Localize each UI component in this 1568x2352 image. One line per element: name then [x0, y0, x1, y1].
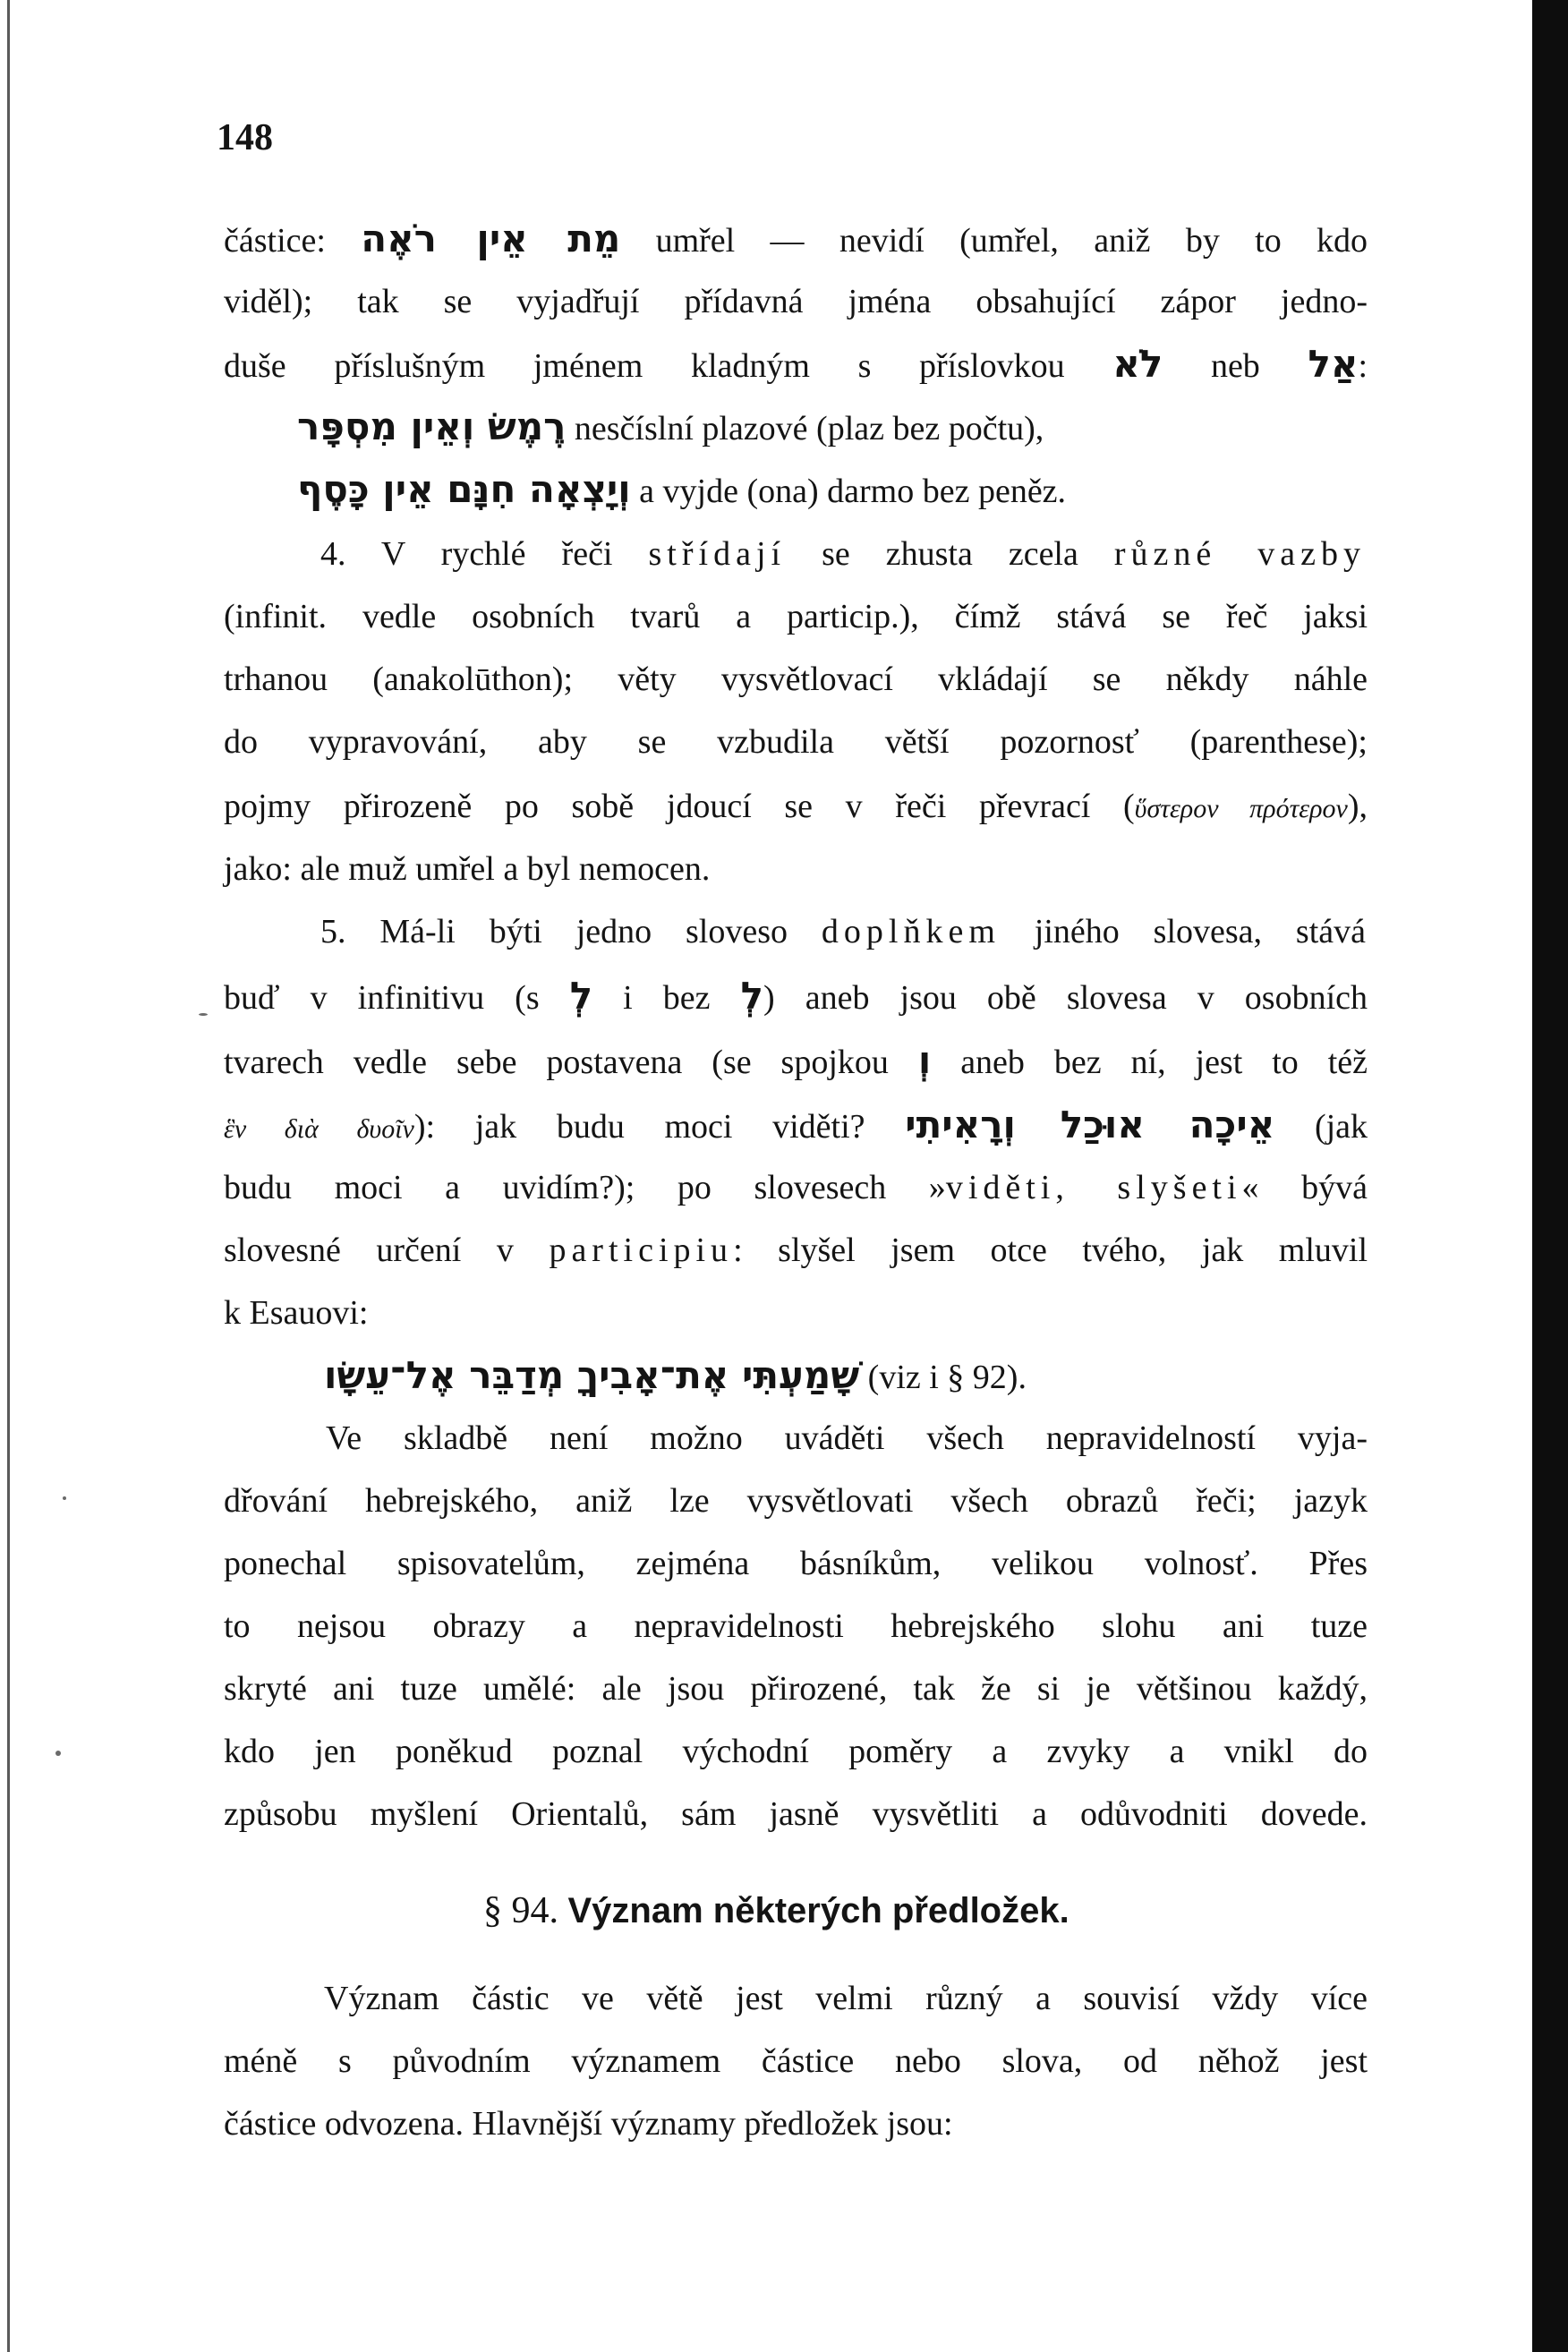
hebrew-text: וְיָצְאָה חִנָּם אֵין כָּסֶף — [297, 467, 631, 511]
scan-speck — [63, 1496, 66, 1500]
section-number: § 94. — [483, 1890, 558, 1931]
scan-speck — [199, 1013, 208, 1016]
page-number: 148 — [217, 117, 273, 158]
text-fragment: 5. Má-li býti jedno sloveso — [320, 913, 788, 950]
text-fragment: slovesné určení v — [224, 1231, 514, 1269]
text-fragment: částice: — [224, 222, 326, 260]
hebrew-text: לֹא — [1112, 342, 1163, 386]
text-line — [224, 1035, 1368, 1088]
scan-border-right — [1532, 0, 1568, 2352]
spaced-text: doplňkem — [821, 913, 1001, 950]
text-line: Význam částic ve větě jest velmi různý a souvisí vždy více — [324, 1980, 1368, 2017]
text-fragment: ), — [1347, 788, 1368, 825]
spaced-text: střídají — [648, 535, 787, 573]
text-line — [320, 906, 1366, 958]
hebrew-text: מֵת אֵין רֹאֶה — [361, 217, 621, 260]
greek-text: ἓν διὰ δυοῖν — [224, 1114, 414, 1144]
text-line: jako: ale muž umřel a byl nemocen. — [224, 850, 711, 888]
text-line: dřování hebrejského, aniž lze vysvětlovati všech obrazů řeči; jazyk — [224, 1482, 1368, 1520]
hebrew-text: לְ — [740, 974, 764, 1018]
text-fragment: « bývá — [1241, 1169, 1368, 1206]
text-fragment: (viz i § 92). — [867, 1359, 1027, 1396]
text-fragment: ) aneb jsou obě slovesa v osobních — [763, 979, 1368, 1017]
text-line — [224, 338, 1368, 392]
text-fragment: neb — [1210, 347, 1260, 385]
text-fragment: tvarech vedle sebe postavena (se spojkou — [224, 1044, 889, 1081]
section-heading — [483, 1885, 1069, 1937]
text-line: to nejsou obrazy a nepravidelnosti hebrejského slohu ani tuze — [224, 1607, 1368, 1645]
text-fragment: nesčíslní plazové (plaz bez počtu), — [574, 410, 1044, 447]
text-line — [297, 464, 1282, 517]
text-fragment: buď v infinitivu (s — [224, 979, 540, 1017]
spaced-text: viděti, slyšeti — [945, 1169, 1242, 1206]
text-line: do vypravování, aby se vzbudila větší pozornosť (parenthese); — [224, 723, 1368, 761]
text-fragment: duše příslušným jménem kladným s příslovkou — [224, 347, 1065, 385]
text-fragment: (jak — [1314, 1108, 1368, 1146]
text-fragment: ): jak budu moci viděti? — [413, 1108, 865, 1146]
text-line: Ve skladbě není možno uváděti všech nepravidelností vyja- — [326, 1419, 1368, 1457]
text-line: kdo jen poněkud poznal východní poměry a zvyky a vnikl do — [224, 1733, 1368, 1770]
text-fragment: aneb bez ní, jest to též — [960, 1044, 1368, 1081]
text-line — [224, 1162, 1368, 1214]
text-line — [324, 1350, 1308, 1403]
text-line — [224, 213, 1368, 267]
text-fragment: i bez — [623, 979, 711, 1017]
text-line: méně s původním významem částice nebo slova, od něhož jest — [224, 2042, 1368, 2080]
section-title: Význam některých předložek. — [567, 1891, 1069, 1930]
text-fragment: pojmy přirozeně po sobě jdoucí se v řeči převrací ( — [224, 788, 1135, 825]
text-line: trhanou (anakolūthon); věty vysvětlovací vkládají se někdy náhle — [224, 660, 1368, 698]
text-fragment: jiného slovesa, stává — [1034, 913, 1366, 950]
text-line — [320, 528, 1366, 580]
text-line: ponechal spisovatelům, zejména básníkům, velikou volnosť. Přes — [224, 1545, 1368, 1582]
text-line: způsobu myšlení Orientalů, sám jasně vysvětliti a odůvodniti dovede. — [224, 1795, 1368, 1833]
hebrew-text: שָׁמַעְתִּי אֶת־אָבִיךָ מְדַבֵּר אֶל־עֵשָׂו — [324, 1353, 860, 1397]
hebrew-text: לְ — [569, 974, 593, 1018]
text-fragment: 4. V rychlé řeči — [320, 535, 613, 573]
text-line: skryté ani tuze umělé: ale jsou přirozené, tak že si je většinou každý, — [224, 1670, 1368, 1708]
greek-text: ὕστερον πρότερον — [1134, 794, 1348, 823]
text-fragment: budu moci a uvidím?); po slovesech » — [224, 1169, 946, 1206]
text-line — [224, 1099, 1368, 1155]
hebrew-text: אֵיכָה אוּכַל וְרָאִיתִי — [905, 1103, 1275, 1146]
spaced-text: participiu — [549, 1231, 734, 1269]
text-fragment: : slyšel jsem otce tvého, jak mluvil — [733, 1231, 1368, 1269]
text-line — [297, 401, 1282, 455]
text-line: (infinit. vedle osobních tvarů a particip.), čímž stává se řeč jaksi — [224, 598, 1368, 635]
text-fragment: se zhusta zcela — [822, 535, 1078, 573]
scan-speck — [55, 1751, 61, 1756]
text-line — [224, 780, 1368, 835]
spaced-text: různé vazby — [1113, 535, 1367, 573]
text-line: viděl); tak se vyjadřují přídavná jména obsahující zápor jedno- — [224, 283, 1368, 320]
hebrew-text: אַל — [1308, 342, 1359, 386]
text-fragment: umřel — nevidí (umřel, aniž by to kdo — [655, 222, 1368, 260]
text-line — [224, 1224, 1368, 1276]
text-line — [224, 970, 1368, 1024]
text-fragment: : — [1358, 347, 1368, 385]
hebrew-text: רֶמֶשׂ וְאֵין מִסְפָּר — [297, 405, 567, 448]
text-fragment: a vyjde (ona) darmo bez peněz. — [639, 473, 1067, 510]
text-line: částice odvozena. Hlavnější významy předložek jsou: — [224, 2105, 953, 2143]
text-line: k Esauovi: — [224, 1294, 369, 1332]
hebrew-text: וְ — [917, 1038, 932, 1082]
scan-border-left — [7, 0, 10, 2352]
